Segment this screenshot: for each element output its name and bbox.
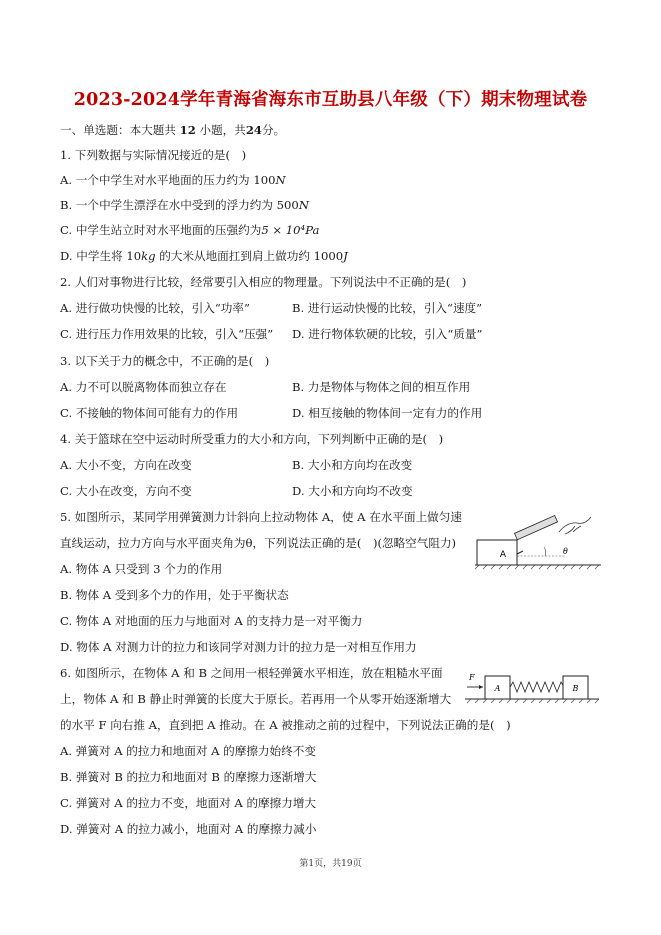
- question-6-option-c: C. 弹簧对 A 的拉力不变，地面对 A 的摩擦力增大: [60, 796, 317, 810]
- block-a-label: A: [499, 550, 507, 560]
- question-1-option-b: B. 一个中学生漂浮在水中受到的浮力约为 500N: [60, 198, 309, 212]
- question-4-option-b: B. 大小和方向均在改变: [292, 458, 413, 472]
- question-5-stem-line-1: 5. 如图所示，某同学用弹簧测力计斜向上拉动物体 A，使 A 在水平面上做匀速: [60, 510, 462, 524]
- question-2-option-a: A. 进行做功快慢的比较，引入“功率”: [60, 301, 250, 315]
- page-footer: 第1页，共19页: [299, 859, 362, 869]
- question-1-option-a: A. 一个中学生对水平地面的压力约为 100N: [60, 173, 286, 187]
- ground-hatching: [475, 565, 599, 569]
- question-6-option-b: B. 弹簧对 B 的拉力和地面对 B 的摩擦力逐渐增大: [60, 770, 317, 784]
- question-4-option-a: A. 大小不变，方向在改变: [60, 458, 192, 472]
- hand-icon: [559, 517, 591, 534]
- page-title: 2023-2024学年青海省海东市互助县八年级（下）期末物理试卷: [73, 90, 588, 110]
- question-6-stem-line-2: 上，物体 A 和 B 静止时弹簧的长度大于原长。若再用一个从零开始逐渐增大: [60, 692, 452, 706]
- question-2-option-c: C. 进行压力作用效果的比较，引入“压强”: [60, 327, 274, 341]
- question-4-option-d: D. 大小和方向均不改变: [292, 484, 413, 498]
- question-5-option-a: A. 物体 A 只受到 3 个力的作用: [60, 562, 223, 576]
- question-3-stem: 3. 以下关于力的概念中，不正确的是( ): [60, 354, 270, 368]
- question-3-option-a: A. 力不可以脱离物体而独立存在: [60, 380, 227, 394]
- block-b-label: B: [572, 684, 579, 693]
- question-5-option-c: C. 物体 A 对地面的压力与地面对 A 的支持力是一对平衡力: [60, 614, 363, 628]
- question-3-option-c: C. 不接触的物体间可能有力的作用: [60, 406, 239, 420]
- question-4-stem: 4. 关于篮球在空中运动时所受重力的大小和方向，下列判断中正确的是( ): [60, 432, 444, 446]
- question-5-figure: [473, 510, 603, 570]
- question-2-stem: 2. 人们对事物进行比较，经常要引入相应的物理量。下列说法中不正确的是( ): [60, 275, 467, 289]
- angle-arc: [544, 547, 546, 556]
- question-4-option-c: C. 大小在改变，方向不变: [60, 484, 192, 498]
- question-6-stem-line-1: 6. 如图所示，在物体 A 和 B 之间用一根轻弹簧水平相连，放在粗糙水平面: [60, 666, 443, 680]
- question-1-option-c: C. 中学生站立时对水平地面的压强约为5 × 10⁴Pa: [60, 223, 320, 237]
- spring: [510, 682, 564, 692]
- angle-label: θ: [563, 547, 568, 556]
- spring-scale: [514, 515, 557, 554]
- question-1-stem: 1. 下列数据与实际情况接近的是( ): [60, 148, 247, 162]
- question-3-option-b: B. 力是物体与物体之间的相互作用: [292, 380, 471, 394]
- question-6-option-d: D. 弹簧对 A 的拉力减小，地面对 A 的摩擦力减小: [60, 822, 317, 836]
- question-3-option-d: D. 相互接触的物体间一定有力的作用: [292, 406, 483, 420]
- question-5-option-d: D. 物体 A 对测力计的拉力和该同学对测力计的拉力是一对相互作用力: [60, 640, 417, 654]
- ground-hatching: [467, 699, 599, 703]
- question-6-option-a: A. 弹簧对 A 的拉力和地面对 A 的摩擦力始终不变: [60, 744, 316, 758]
- question-2-option-d: D. 进行物体软硬的比较，引入“质量”: [292, 327, 483, 341]
- question-6-figure: [463, 668, 603, 710]
- question-1-option-d: D. 中学生将 10kg 的大米从地面扛到肩上做功约 1000J: [60, 249, 348, 263]
- force-label: F: [469, 673, 475, 682]
- question-6-stem-line-3: 的水平 F 向右推 A，直到把 A 推动。在 A 被推动之前的过程中，下列说法正确的是( ): [60, 718, 511, 732]
- block-a-label: A: [494, 684, 501, 693]
- block-a: [477, 540, 517, 565]
- section-header: 一、单选题：本大题共 12 小题，共24分。: [60, 123, 286, 137]
- question-2-option-b: B. 进行运动快慢的比较，引入“速度”: [292, 301, 483, 315]
- question-5-stem-line-2: 直线运动，拉力方向与水平面夹角为θ，下列说法正确的是( )(忽略空气阻力): [60, 536, 457, 550]
- question-5-option-b: B. 物体 A 受到多个力的作用，处于平衡状态: [60, 588, 289, 602]
